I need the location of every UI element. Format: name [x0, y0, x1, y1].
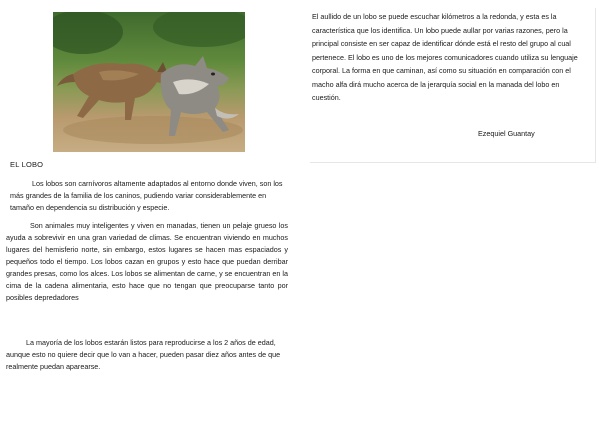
wolves-photo	[53, 12, 245, 152]
author-name: Ezequiel Guantay	[478, 129, 535, 138]
wolves-illustration	[53, 12, 245, 152]
paragraph-2: Son animales muy inteligentes y viven en manadas, tienen un pelaje grueso los ayuda a sobrevivir en una gran variedad de climas. Se encuentran viviendo en muchos lugares del hemisferio norte, sin embargo, estos lugares se hacen mas espaciados y pequeños todo el tiempo. Los lobos cazan en grupos y esto hace que puedan derribar grandes presas, como los alces. Los lobos se alimentan de carne, y se encuentran en la cima de la cadena alimentaria, esto hace que no tengan que preocuparse tanto por posibles depredadores	[6, 221, 288, 302]
right-column	[310, 8, 596, 163]
howl-paragraph: El aullido de un lobo se puede escuchar kilómetros a la redonda, y esta es la característica que los identifica. Un lobo puede aullar por varias razones, pero la principal consiste en ser capaz de identificar dónde está el resto del grupo al cual pertenece. El lobo es uno de los mejores comunicadores cuando utiliza su lenguaje corporal. La forma en que caminan, así como su situación en comparación con el macho alfa dirá mucho acerca de la jerarquía social en la manada del lobo en cuestión.	[312, 12, 578, 102]
article-heading: EL LOBO	[10, 160, 44, 169]
paragraph-3: La mayoría de los lobos estarán listos para reproducirse a los 2 años de edad, aunque esto no quiere decir que lo van a hacer, pueden pasar diez años antes de que realmente puedan aparearse.	[6, 338, 281, 371]
paragraph-1: Los lobos son carnívoros altamente adaptados al entorno donde viven, son los más grandes de la familia de los caninos, pudiendo variar considerablemente en tamaño en dependencia su distribución y especie.	[10, 179, 283, 212]
